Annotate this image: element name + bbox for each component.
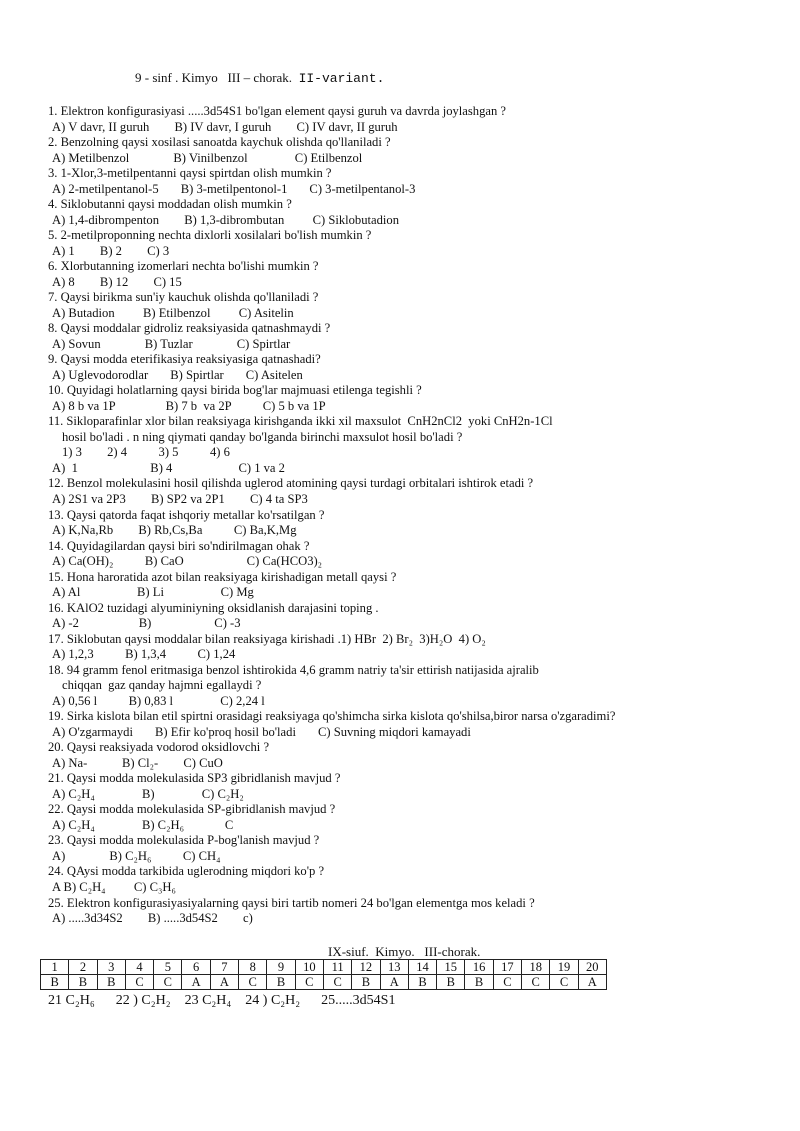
answer-letter-cell: C	[323, 975, 351, 990]
title-text: 9 - sinf . Kimyo III – chorak.	[135, 70, 299, 85]
answer-letter-cell: B	[69, 975, 97, 990]
question-line: 6. Xlorbutanning izomerlari nechta bo'lishi mumkin ?	[48, 259, 319, 274]
question-line: 10. Quyidagi holatlarning qaysi birida bog'lar majmuasi etilenga tegishli ?	[48, 383, 422, 398]
answer-number-cell: 3	[97, 960, 125, 975]
answer-options-line: A) 1 B) 4 C) 1 va 2	[52, 460, 285, 475]
answer-options-line: 1) 3 2) 4 3) 5 4) 6	[62, 445, 230, 460]
answer-letter-cell: A	[578, 975, 606, 990]
answer-letter-cell: C	[125, 975, 153, 990]
question-line: 13. Qaysi qatorda faqat ishqoriy metallar ko'rsatilgan ?	[48, 507, 325, 522]
answer-letter-cell: A	[380, 975, 408, 990]
answer-number-cell: 14	[408, 960, 436, 975]
question-line: 16. KAlO2 tuzidagi alyuminiyning oksidlanish darajasini toping .	[48, 600, 379, 615]
answer-letter-cell: B	[41, 975, 69, 990]
question-line: 9. Qaysi modda eterifikasiya reaksiyasiga qatnashadi?	[48, 352, 321, 367]
answer-number-cell: 13	[380, 960, 408, 975]
answer-number-cell: 4	[125, 960, 153, 975]
question-line: hosil bo'ladi . n ning qiymati qanday bo'lganda birinchi maxsulot hosil bo'ladi ?	[62, 429, 463, 444]
answer-options-line: A) V davr, II guruh B) IV davr, I guruh C) IV davr, II guruh	[52, 119, 398, 134]
question-line: 3. 1-Xlor,3-metilpentanni qaysi spirtdan olish mumkin ?	[48, 166, 332, 181]
answer-number-row	[41, 960, 607, 975]
answer-letter-cell: C	[239, 975, 267, 990]
answer-letter-cell: C	[493, 975, 521, 990]
answer-options-line: A) 1,4-dibrompenton B) 1,3-dibrombutan C) Siklobutadion	[52, 212, 399, 227]
answer-options-line: A) -2 B) C) -3	[52, 616, 241, 631]
answer-options-line: A) Na- B) Cl₂- C) CuO	[52, 755, 223, 770]
answer-number-cell: 15	[437, 960, 465, 975]
answer-letter-cell: B	[437, 975, 465, 990]
answer-options-line: A) Uglevodorodlar B) Spirtlar C) Asitelen	[52, 367, 303, 382]
answer-options-line: A B) C₂H₄ C) C₃H₆	[52, 880, 176, 894]
answer-options-line: A) Ca(OH)₂ B) CaO C) Ca(HCO3)₂	[52, 554, 323, 569]
answer-number-cell: 10	[295, 960, 323, 975]
answer-letter-row	[41, 975, 607, 990]
question-line: chiqqan gaz qanday hajmni egallaydi ?	[62, 678, 262, 693]
answer-key-table	[40, 959, 607, 990]
question-line: 22. Qaysi modda molekulasida SP-gibridlanish mavjud ?	[48, 802, 336, 817]
answer-number-cell: 6	[182, 960, 210, 975]
answer-options-line: A) 2-metilpentanol-5 B) 3-metilpentonol-1 C) 3-metilpentanol-3	[52, 181, 416, 196]
answer-letter-cell: C	[522, 975, 550, 990]
question-line: 19. Sirka kislota bilan etil spirtni orasidagi reaksiyaga qo'shimcha sirka kislota qo'shilsa,biror narsa o'zgaradimi?	[48, 709, 616, 724]
page-title	[135, 70, 384, 86]
question-line: 12. Benzol molekulasini hosil qilishda uglerod atomining qaysi turdagi orbitalari ishtirok etadi ?	[48, 476, 534, 491]
question-line: 2. Benzolning qaysi xosilasi sanoatda kaychuk olishda qo'llaniladi ?	[48, 135, 391, 150]
question-line: 11. Sikloparafinlar xlor bilan reaksiyaga kirishganda ikki xil maxsulot CnH2nCl2 yoki CnH2n-1Cl	[48, 414, 553, 429]
question-line: 25. Elektron konfigurasiyasiyalarning qaysi biri tartib nomeri 24 bo'lgan elementga mos keladi ?	[48, 895, 535, 910]
answer-options-line: A) C₂H₄ B) C₂H₆ C	[52, 817, 234, 832]
answer-letter-cell: B	[267, 975, 295, 990]
answer-letter-cell: B	[465, 975, 493, 990]
answer-number-cell: 18	[522, 960, 550, 975]
answer-number-cell: 12	[352, 960, 380, 975]
answer-options-line: A) 8 B) 12 C) 15	[52, 274, 182, 289]
answer-number-cell: 7	[210, 960, 238, 975]
answer-number-cell: 20	[578, 960, 606, 975]
question-line: 18. 94 gramm fenol eritmasiga benzol ishtirokida 4,6 gramm natriy ta'sir ettirish natijasida ajralib	[48, 662, 539, 677]
question-line: 23. Qaysi modda molekulasida P-bog'lanish mavjud ?	[48, 833, 320, 848]
answer-number-cell: 5	[154, 960, 182, 975]
question-line: 20. Qaysi reaksiyada vodorod oksidlovchi ?	[48, 740, 270, 755]
answer-letter-cell: A	[182, 975, 210, 990]
answer-options-line: A) Al B) Li C) Mg	[52, 585, 254, 600]
answer-letter-cell: A	[210, 975, 238, 990]
answer-number-cell: 9	[267, 960, 295, 975]
question-line: 4. Siklobutanni qaysi moddadan olish mumkin ?	[48, 197, 292, 212]
answer-options-line: A) B) C₂H₆ C) CH₄	[52, 848, 221, 863]
answer-number-cell: 19	[550, 960, 578, 975]
answer-options-line: A) Metilbenzol B) Vinilbenzol C) Etilbenzol	[52, 150, 363, 165]
answer-key-extra: 21 C₂H₆ 22 ) C₂H₂ 23 C₂H₄ 24 ) C₂H₂ 25.....3d54S1	[48, 993, 396, 1008]
answer-options-line: A) Sovun B) Tuzlar C) Spirtlar	[52, 336, 291, 351]
question-line: 15. Hona haroratida azot bilan reaksiyaga kirishadigan metall qaysi ?	[48, 569, 397, 584]
answer-letter-cell: C	[550, 975, 578, 990]
question-line: 7. Qaysi birikma sun'iy kauchuk olishda qo'llaniladi ?	[48, 290, 319, 305]
question-line: 14. Quyidagilardan qaysi biri so'ndirilmagan ohak ?	[48, 538, 310, 553]
answer-options-line: A) 1,2,3 B) 1,3,4 C) 1,24	[52, 647, 236, 662]
answer-number-cell: 11	[323, 960, 351, 975]
answer-options-line: A) 0,56 l B) 0,83 l C) 2,24 l	[52, 693, 265, 708]
answer-options-line: A) 8 b va 1P B) 7 b va 2P C) 5 b va 1P	[52, 398, 326, 413]
answer-options-line: A) 2S1 va 2P3 B) SP2 va 2P1 C) 4 ta SP3	[52, 492, 308, 506]
question-line: 17. Siklobutan qaysi moddalar bilan reaksiyaga kirishadi .1) HBr 2) Br₂ 3)H₂O 4) O₂	[48, 631, 486, 646]
question-line: 24. QAysi modda tarkibida uglerodning miqdori ko'p ?	[48, 864, 325, 879]
answer-number-cell: 2	[69, 960, 97, 975]
question-line: 8. Qaysi moddalar gidroliz reaksiyasida qatnashmaydi ?	[48, 321, 331, 336]
question-line: 1. Elektron konfigurasiyasi .....3d54S1 bo'lgan element qaysi guruh va davrda joylashgan ?	[48, 104, 506, 118]
answer-key-title: IX-siuf. Kimyo. III-chorak.	[328, 944, 481, 959]
answer-number-cell: 8	[239, 960, 267, 975]
answer-letter-cell: B	[352, 975, 380, 990]
answer-letter-cell: B	[408, 975, 436, 990]
answer-options-line: A) O'zgarmaydi B) Efir ko'proq hosil bo'ladi C) Suvning miqdori kamayadi	[52, 724, 471, 739]
answer-options-line: A) Butadion B) Etilbenzol C) Asitelin	[52, 305, 294, 320]
answer-options-line: A) 1 B) 2 C) 3	[52, 243, 170, 258]
answer-number-cell: 17	[493, 960, 521, 975]
answer-letter-cell: C	[295, 975, 323, 990]
question-line: 5. 2-metilproponning nechta dixlorli xosilalari bo'lish mumkin ?	[48, 228, 372, 243]
answer-options-line: A) K,Na,Rb B) Rb,Cs,Ba C) Ba,K,Mg	[52, 523, 297, 538]
answer-options-line: A) .....3d34S2 B) .....3d54S2 c)	[52, 911, 253, 926]
answer-letter-cell: C	[154, 975, 182, 990]
variant-label: II-variant.	[298, 71, 385, 86]
question-line: 21. Qaysi modda molekulasida SP3 gibridlanish mavjud ?	[48, 771, 341, 786]
answer-options-line: A) C₂H₄ B) C) C₂H₂	[52, 786, 244, 801]
answer-number-cell: 16	[465, 960, 493, 975]
answer-letter-cell: B	[97, 975, 125, 990]
answer-number-cell: 1	[41, 960, 69, 975]
